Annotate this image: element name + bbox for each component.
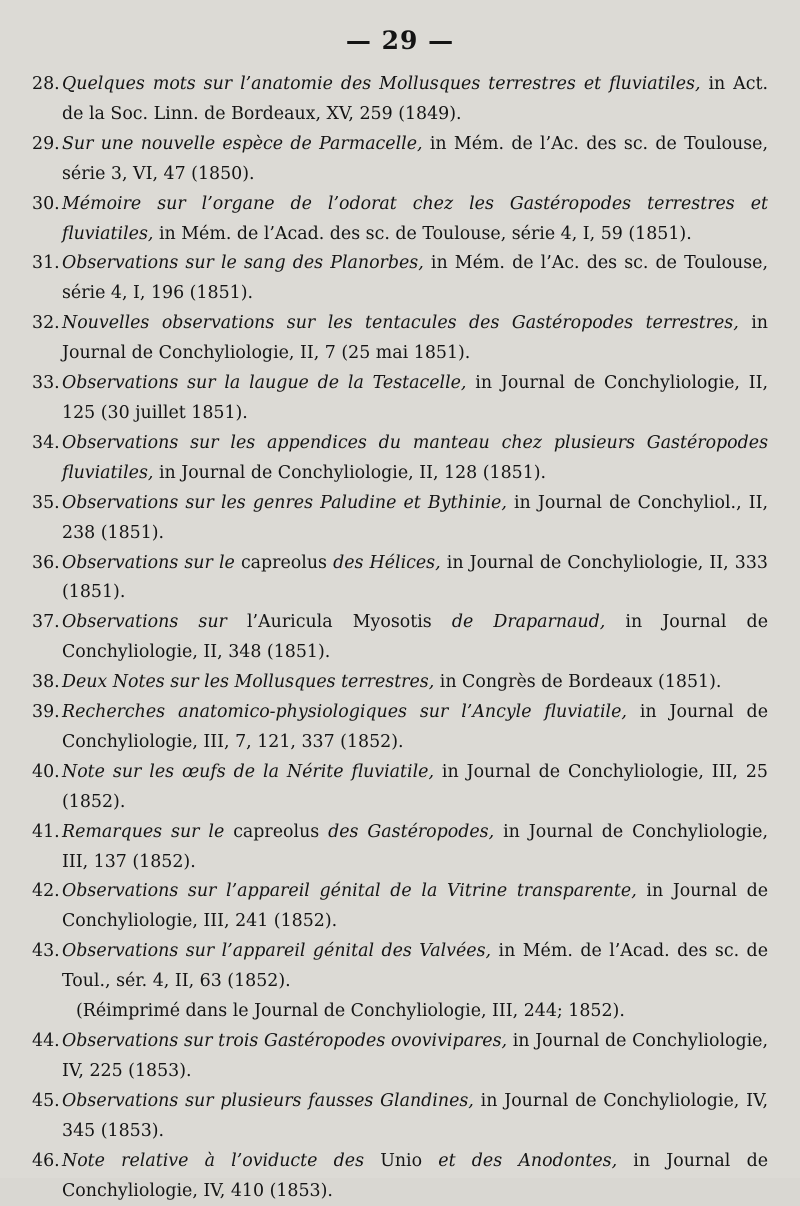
entry-citation: in Mém. de l’Ac. des sc. de Toulouse, série 4, I, 196 (1851). xyxy=(62,253,768,304)
list-item xyxy=(32,249,768,309)
list-item xyxy=(32,1027,768,1087)
bibliography-list xyxy=(32,70,768,1206)
entry-title: Observations sur le xyxy=(62,552,235,573)
entry-number: 36. xyxy=(32,552,60,573)
entry-upright-term: capreolus xyxy=(234,552,334,573)
entry-number: 33. xyxy=(32,373,60,394)
entry-upright-term: capreolus xyxy=(224,821,329,842)
entry-title: Sur une nouvelle espèce de Parmacelle, xyxy=(62,133,423,154)
entry-citation: in Journal de Conchyliologie, III, 137 (1852). xyxy=(62,821,769,872)
entry-citation: in Journal de Conchyliologie, IV, 225 (1853). xyxy=(62,1031,768,1081)
entry-number: 37. xyxy=(32,612,60,633)
list-item xyxy=(32,1147,768,1206)
list-item xyxy=(32,937,768,1027)
entry-number: 29. xyxy=(32,133,60,154)
entry-citation: in Journal de Conchyliologie, II, 128 (1851). xyxy=(153,462,547,483)
entry-title: Remarques sur le xyxy=(62,821,225,842)
entry-reprint-note: (Réimprimé dans le Journal de Conchyliologie, III, 244; 1852). xyxy=(76,1001,625,1022)
entry-title: Observations sur le sang des Planorbes, xyxy=(62,253,424,274)
entry-number: 38. xyxy=(32,672,60,693)
entry-title: Observations sur plusieurs fausses Glandines, xyxy=(62,1090,474,1111)
entry-number: 41. xyxy=(32,821,60,842)
entry-citation: in Mém. de l’Acad. des sc. de Toulouse, série 4, I, 59 (1851). xyxy=(153,223,692,244)
list-item xyxy=(32,758,768,818)
entry-title: Recherches anatomico-physiologiques sur l’Ancyle fluviatile, xyxy=(62,702,627,723)
entry-number: 46. xyxy=(32,1150,60,1171)
entry-title-continued: et des Anodontes, xyxy=(438,1150,618,1171)
list-item xyxy=(32,877,768,937)
entry-citation: in Journal de Conchyliologie, IV, 345 (1853). xyxy=(62,1090,768,1141)
list-item xyxy=(32,668,768,698)
entry-title: Observations sur l’appareil génital des Valvées, xyxy=(62,941,492,962)
entry-title: Observations sur l’appareil génital de la Vitrine transparente, xyxy=(62,881,637,902)
entry-citation: in Mém. de l’Ac. des sc. de Toulouse, série 3, VI, 47 (1850). xyxy=(62,133,768,184)
entry-upright-term: Unio xyxy=(364,1150,439,1171)
entry-title: Observations sur les genres Paludine et Bythinie, xyxy=(62,492,507,513)
list-item xyxy=(32,369,768,429)
entry-number: 34. xyxy=(32,432,60,453)
entry-title-continued: des Gastéropodes, xyxy=(328,821,495,842)
entry-number: 31. xyxy=(32,253,60,274)
entry-number: 30. xyxy=(32,193,60,214)
entry-number: 43. xyxy=(32,941,60,962)
entry-citation: in Journal de Conchyliologie, II, 333 (1851). xyxy=(62,552,768,603)
entry-title: Deux Notes sur les Mollusques terrestres, xyxy=(62,672,435,693)
entry-title: Observations sur trois Gastéropodes ovovivipares, xyxy=(62,1031,508,1051)
entry-citation: in Journal de Conchyliologie, II, 7 (25 mai 1851). xyxy=(62,313,769,364)
entry-number: 40. xyxy=(32,761,60,782)
entry-number: 32. xyxy=(32,313,60,334)
entry-number: 39. xyxy=(32,702,60,723)
list-item xyxy=(32,190,768,250)
list-item xyxy=(32,130,768,190)
list-item xyxy=(32,70,768,130)
entry-title-continued: des Hélices, xyxy=(333,552,441,573)
entry-upright-term: l’Auricula Myosotis xyxy=(226,612,452,633)
entry-citation: in Journal de Conchyliologie, II, 348 (1851). xyxy=(62,612,768,663)
entry-citation: in Act. de la Soc. Linn. de Bordeaux, XV, 259 (1849). xyxy=(62,74,768,124)
list-item xyxy=(32,698,768,758)
list-item xyxy=(32,489,768,549)
entry-citation: in Mém. de l’Acad. des sc. de Toul., sér. 4, II, 63 (1852). xyxy=(62,941,768,992)
list-item xyxy=(32,309,768,369)
entry-citation: in Congrès de Bordeaux (1851). xyxy=(434,672,722,693)
entry-number: 45. xyxy=(32,1090,60,1111)
list-item xyxy=(32,429,768,489)
entry-title: Quelques mots sur l’anatomie des Mollusques terrestres et fluviatiles, xyxy=(62,74,701,94)
list-item xyxy=(32,549,768,609)
entry-citation: in Journal de Conchyliologie, II, 125 (30 juillet 1851). xyxy=(62,373,768,423)
entry-citation: in Journal de Conchyliologie, III, 7, 121, 337 (1852). xyxy=(62,702,768,752)
entry-number: 28. xyxy=(32,74,60,94)
page-number: — 29 — xyxy=(345,26,455,55)
entry-citation: in Journal de Conchyliologie, IV, 410 (1853). xyxy=(62,1150,768,1201)
entry-citation: in Journal de Conchyliologie, III, 25 (1852). xyxy=(62,761,768,812)
entry-title: Mémoire sur l’organe de l’odorat chez les Gastéropodes terrestres et fluviatiles, xyxy=(62,193,768,244)
entry-citation: in Journal de Conchyliol., II, 238 (1851). xyxy=(62,492,768,543)
entry-title: Observations sur les appendices du manteau chez plusieurs Gastéropodes fluviatiles, xyxy=(62,432,768,483)
entry-number: 44. xyxy=(32,1031,60,1051)
entry-title: Note relative à l’oviducte des xyxy=(62,1150,364,1171)
entry-number: 42. xyxy=(32,881,60,902)
entry-number: 35. xyxy=(32,492,60,513)
entry-title: Observations sur la laugue de la Testacelle, xyxy=(62,373,467,394)
entry-citation: in Journal de Conchyliologie, III, 241 (1852). xyxy=(62,881,769,932)
list-item xyxy=(32,818,768,878)
entry-title: Observations sur xyxy=(62,612,227,633)
entry-title: Note sur les œufs de la Nérite fluviatile, xyxy=(62,761,434,782)
list-item xyxy=(32,608,768,668)
entry-title: Nouvelles observations sur les tentacules des Gastéropodes terrestres, xyxy=(62,313,739,334)
entry-title-continued: de Draparnaud, xyxy=(451,612,606,633)
list-item xyxy=(32,1087,768,1147)
